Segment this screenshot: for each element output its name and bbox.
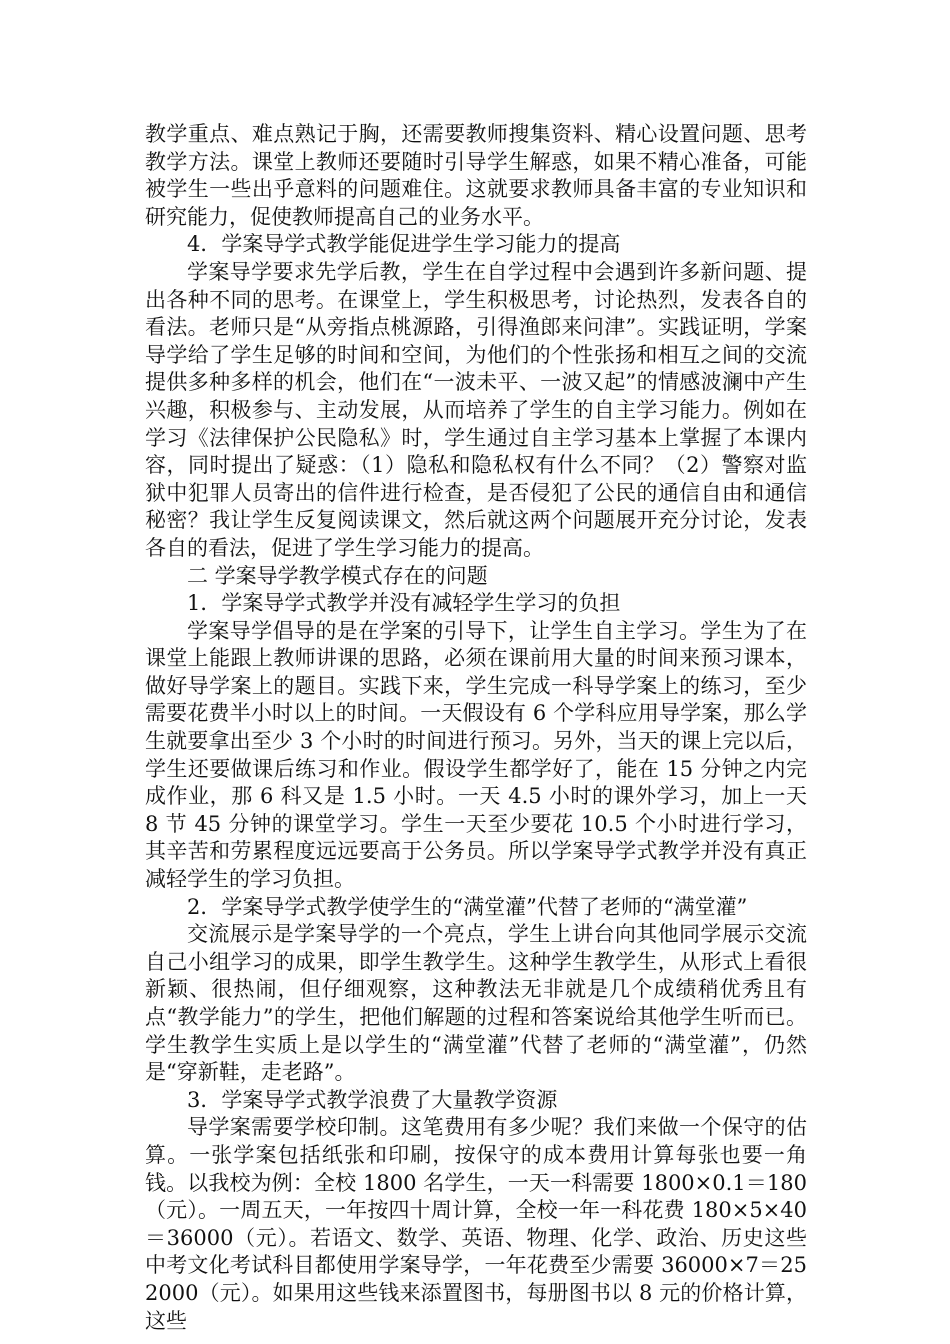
section-heading-4: 4．学案导学式教学能促进学生学习能力的提高 [187,232,621,257]
paragraph-continued: 教学重点、难点熟记于胸，还需要教师搜集资料、精心设置问题、思考教学方法。课堂上教师还要随时引导学生解惑，如果不精心准备，可能被学生一些出乎意料的问题难住。这就要求教师具备丰富的专业知识和研究能力，促使教师提高自己的业务水平。 [145,122,807,229]
section-heading-3: 3．学案导学式教学浪费了大量教学资源 [187,1087,558,1112]
section-heading-1: 1．学案导学式教学并没有减轻学生学习的负担 [187,591,621,616]
paragraph-body: 交流展示是学案导学的一个亮点，学生上讲台向其他同学展示交流自己小组学习的成果，即学生教学生。这种学生教学生，从形式上看很新颖、很热闹，但仔细观察，这种教法无非就是几个成绩稍优秀且有点“教学能力”的学生，把他们解题的过程和答案说给其他学生听而已。学生教学生实质上是以学生的“满堂灌”代替了老师的“满堂灌”，仍然是“穿新鞋，走老路”。 [145,922,807,1085]
paragraph-body: 学案导学要求先学后教，学生在自学过程中会遇到许多新问题、提出各种不同的思考。在课堂上，学生积极思考，讨论热烈，发表各自的看法。老师只是“从旁指点桃源路，引得渔郎来问津”。实践证明，学案导学给了学生足够的时间和空间，为他们的个性张扬和相互之间的交流提供多种多样的机会，他们在“一波未平、一波又起”的情感波澜中产生兴趣，积极参与、主动发展，从而培养了学生的自主学习能力。例如在学习《法律保护公民隐私》时，学生通过自主学习基本上掌握了本课内容，同时提出了疑惑：（1）隐私和隐私权有什么不同？（2）警察对监狱中犯罪人员寄出的信件进行检查，是否侵犯了公民的通信自由和通信秘密？我让学生反复阅读课文，然后就这两个问题展开充分讨论，发表各自的看法，促进了学生学习能力的提高。 [145,259,807,560]
paragraph-body: 学案导学倡导的是在学案的引导下，让学生自主学习。学生为了在课堂上能跟上教师讲课的思路，必须在课前用大量的时间来预习课本，做好导学案上的题目。实践下来，学生完成一科导学案上的练习，至少需要花费半小时以上的时间。一天假设有 6 个学科应用导学案，那么学生就要拿出至少 3 个小时的时间进行预习。另外，当天的课上完以后，学生还要做课后练习和作业。假设学生都学好了，能在 15 分钟之内完成作业，那 6 科又是 1.5 小时。一天 4.5 小时的课外学习，加上一天 8 节 45 分钟的课堂学习。学生一天至少要花 10.5 个小时进行学习，其辛苦和劳累程度远远要高于公务员。所以学案导学式教学并没有真正减轻学生的学习负担。 [145,618,807,892]
section-heading-2: 2．学案导学式教学使学生的“满堂灌”代替了老师的“满堂灌” [187,894,748,919]
chapter-heading-2: 二 学案导学教学模式存在的问题 [187,563,488,588]
document-page [145,121,807,1335]
paragraph-body: 导学案需要学校印制。这笔费用有多少呢？我们来做一个保守的估算。一张学案包括纸张和印刷，按保守的成本费用计算每张也要一角钱。以我校为例：全校 1800 名学生，一天一科需要 1800×0.1＝180（元）。一周五天，一年按四十周计算，全校一年一科花费 180×5×40＝36000（元）。若语文、数学、英语、物理、化学、政治、历史这些中考文化考试科目都使用学案导学，一年花费至少需要 36000×7＝252000（元）。如果用这些钱来添置图书，每册图书以 8 元的价格计算，这些 [145,1115,807,1333]
